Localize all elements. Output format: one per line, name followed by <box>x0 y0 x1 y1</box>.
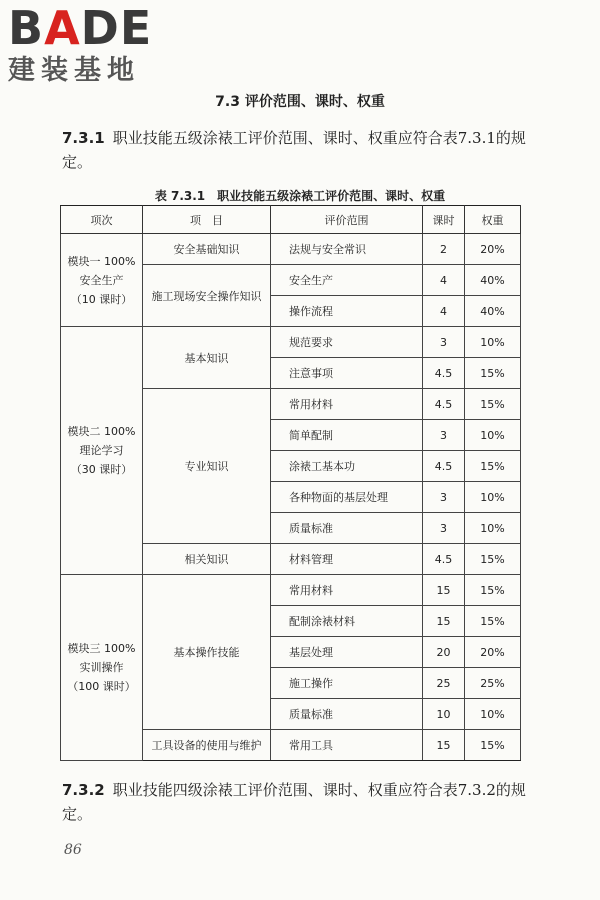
logo-letters-b: B <box>8 1 45 55</box>
scope-cell: 配制涂裱材料 <box>271 606 423 637</box>
clause-text: 职业技能五级涂裱工评价范围、课时、权重应符合表7.3.1的规定。 <box>62 129 526 171</box>
scope-cell: 安全生产 <box>271 265 423 296</box>
hours-cell: 4.5 <box>423 358 465 389</box>
clause-text: 职业技能四级涂裱工评价范围、课时、权重应符合表7.3.2的规定。 <box>62 781 526 823</box>
module-title: 模块二 100% <box>67 425 136 438</box>
weight-cell: 25% <box>465 668 521 699</box>
header-weight: 权重 <box>465 206 521 234</box>
weight-cell: 15% <box>465 544 521 575</box>
table-header-row <box>61 206 521 234</box>
module-hours: （10 课时） <box>70 292 133 306</box>
weight-cell: 20% <box>465 637 521 668</box>
module-cell <box>61 327 143 575</box>
section-title: 7.3 评价范围、课时、权重 <box>215 94 385 110</box>
clause-number: 7.3.1 <box>62 129 105 147</box>
paragraph-7-3-1 <box>62 126 540 174</box>
item-cell: 基本操作技能 <box>143 575 271 730</box>
weight-cell: 15% <box>465 575 521 606</box>
scope-cell: 施工操作 <box>271 668 423 699</box>
scope-cell: 涂裱工基本功 <box>271 451 423 482</box>
brand-logo <box>8 2 178 88</box>
weight-cell: 10% <box>465 482 521 513</box>
table-row <box>61 234 521 265</box>
scope-cell: 材料管理 <box>271 544 423 575</box>
hours-cell: 4.5 <box>423 451 465 482</box>
weight-cell: 15% <box>465 730 521 761</box>
module-title: 模块一 100% <box>67 254 136 268</box>
scope-cell: 常用材料 <box>271 389 423 420</box>
hours-cell: 2 <box>423 234 465 265</box>
module-name: 实训操作 <box>79 661 124 674</box>
hours-cell: 15 <box>423 575 465 606</box>
scope-cell: 质量标准 <box>271 699 423 730</box>
evaluation-table <box>60 205 521 761</box>
item-cell: 基本知识 <box>143 327 271 389</box>
weight-cell: 40% <box>465 296 521 327</box>
weight-cell: 20% <box>465 234 521 265</box>
clause-number: 7.3.2 <box>62 781 105 799</box>
table-caption-text: 职业技能五级涂裱工评价范围、课时、权重 <box>217 189 446 203</box>
scope-cell: 法规与安全常识 <box>271 234 423 265</box>
hours-cell: 4 <box>423 296 465 327</box>
weight-cell: 10% <box>465 513 521 544</box>
scope-cell: 常用材料 <box>271 575 423 606</box>
scope-cell: 注意事项 <box>271 358 423 389</box>
scope-cell: 质量标准 <box>271 513 423 544</box>
weight-cell: 15% <box>465 606 521 637</box>
item-cell: 专业知识 <box>143 389 271 544</box>
weight-cell: 10% <box>465 699 521 730</box>
weight-cell: 15% <box>465 389 521 420</box>
item-cell: 施工现场安全操作知识 <box>143 265 271 327</box>
hours-cell: 4 <box>423 265 465 296</box>
header-item: 项 目 <box>143 206 271 234</box>
scope-cell: 操作流程 <box>271 296 423 327</box>
module-cell <box>61 234 143 327</box>
weight-cell: 15% <box>465 451 521 482</box>
hours-cell: 15 <box>423 606 465 637</box>
hours-cell: 3 <box>423 327 465 358</box>
logo-chinese-text: 建装基地 <box>8 55 140 86</box>
hours-cell: 3 <box>423 420 465 451</box>
header-scope: 评价范围 <box>271 206 423 234</box>
logo-wordmark <box>8 2 178 54</box>
hours-cell: 10 <box>423 699 465 730</box>
scope-cell: 基层处理 <box>271 637 423 668</box>
module-hours: （100 课时） <box>67 680 136 693</box>
header-item-index: 项次 <box>61 206 143 234</box>
weight-cell: 15% <box>465 358 521 389</box>
hours-cell: 4.5 <box>423 544 465 575</box>
hours-cell: 25 <box>423 668 465 699</box>
module-name: 安全生产 <box>79 273 124 287</box>
header-hours: 课时 <box>423 206 465 234</box>
table-caption-number: 表 7.3.1 <box>154 189 206 203</box>
table-row <box>61 575 521 606</box>
hours-cell: 20 <box>423 637 465 668</box>
item-cell: 相关知识 <box>143 544 271 575</box>
hours-cell: 3 <box>423 482 465 513</box>
scope-cell: 常用工具 <box>271 730 423 761</box>
page-number: 86 <box>64 842 82 858</box>
module-title: 模块三 100% <box>67 642 136 655</box>
weight-cell: 10% <box>465 327 521 358</box>
scope-cell: 简单配制 <box>271 420 423 451</box>
item-cell: 安全基础知识 <box>143 234 271 265</box>
module-hours: （30 课时） <box>70 463 133 476</box>
item-cell: 工具设备的使用与维护 <box>143 730 271 761</box>
table-caption <box>0 187 600 204</box>
hours-cell: 4.5 <box>423 389 465 420</box>
weight-cell: 10% <box>465 420 521 451</box>
scope-cell: 规范要求 <box>271 327 423 358</box>
module-name: 理论学习 <box>79 444 124 457</box>
scope-cell: 各种物面的基层处理 <box>271 482 423 513</box>
table-row <box>61 327 521 358</box>
hours-cell: 15 <box>423 730 465 761</box>
paragraph-7-3-2 <box>62 778 540 826</box>
module-cell <box>61 575 143 761</box>
logo-letter-a: A <box>44 1 81 55</box>
hours-cell: 3 <box>423 513 465 544</box>
logo-letters-de: DE <box>80 1 153 55</box>
weight-cell: 40% <box>465 265 521 296</box>
